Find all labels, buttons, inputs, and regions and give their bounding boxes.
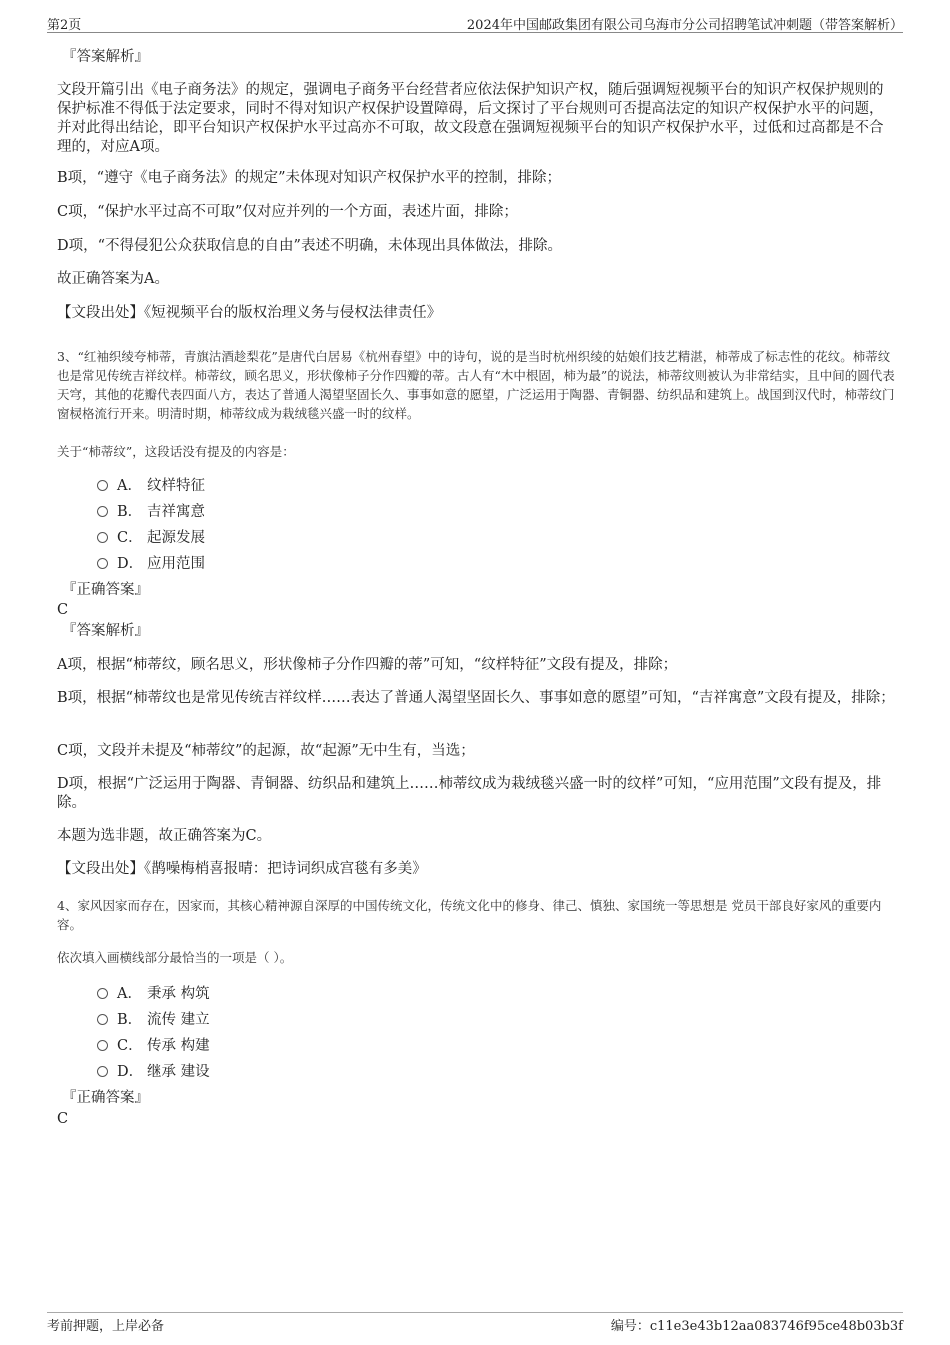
q3-passage: 3、“红袖织绫夸柿蒂，青旗沽酒趁梨花”是唐代白居易《杭州春望》中的诗句，说的是当时杭州织绫的姑娘们技艺精湛，柿蒂成了标志性的花纹。柿蒂纹也是常见传统吉祥纹样。柿蒂纹，顾名思义，形状像柿子分作四瓣的蒂。古人有“木中根固，柿为最”的说法，柿蒂纹则被认为非常结实，且中间的圆代表天穹，其他的花瓣代表四面八方，表达了普通人渴望坚固长久、事事如意的愿望，广泛运用于陶器、青铜器、纺织品和建筑上。战国到汉代时，柿蒂纹门窗棂格流行开来。明清时期，柿蒂纹成为栽绒毯兴盛一时的纹样。 (57, 349, 895, 421)
q4-option-a[interactable]: A． 秉承 构筑 (97, 985, 210, 1004)
q4-option-b[interactable]: B． 流传 建立 (97, 1011, 210, 1030)
document-title: 2024年中国邮政集团有限公司乌海市分公司招聘笔试冲刺题（带答案解析） (466, 18, 903, 33)
analysis-option-b: B项，“遵守《电子商务法》的规定”未体现对知识产权保护水平的控制，排除； (57, 170, 561, 186)
q3-option-b[interactable]: B． 吉祥寓意 (97, 503, 205, 522)
q4-question: 依次填入画横线部分最恰当的一项是（ ）。 (57, 950, 293, 965)
answer-label: 『正确答案』 (62, 1090, 149, 1106)
radio-icon[interactable] (97, 1040, 108, 1051)
page-number: 第2页 (47, 18, 82, 33)
footer-slogan: 考前押题，上岸必备 (47, 1319, 165, 1334)
analysis-option-d: D项，“不得侵犯公众获取信息的自由”表述不明确，未体现出具体做法，排除。 (57, 238, 562, 254)
radio-icon[interactable] (97, 532, 108, 543)
radio-icon[interactable] (97, 558, 108, 569)
answer-value: C (57, 1111, 69, 1127)
radio-icon[interactable] (97, 988, 108, 999)
q3-option-c[interactable]: C． 起源发展 (97, 529, 205, 548)
analysis-label: 『答案解析』 (62, 49, 149, 65)
analysis-option-c: C项，“保护水平过高不可取”仅对应并列的一个方面，表述片面，排除； (57, 204, 518, 220)
radio-icon[interactable] (97, 506, 108, 517)
conclusion: 本题为选非题，故正确答案为C。 (57, 828, 272, 844)
source: 【文段出处】《短视频平台的版权治理义务与侵权法律责任》 (57, 305, 442, 321)
answer-value: C (57, 602, 69, 618)
q4-passage: 4、家风因家而存在，因家而，其核心精神源自深厚的中国传统文化，传统文化中的修身、律己、慎独、家国统一等思想是 党员干部良好家风的重要内容。 (57, 898, 882, 932)
q3-option-a[interactable]: A． 纹样特征 (97, 477, 205, 496)
document-id: 编号：c11e3e43b12aa083746f95ce48b03b3f (610, 1319, 903, 1334)
radio-icon[interactable] (97, 480, 108, 491)
q3-question: 关于“柿蒂纹”，这段话没有提及的内容是： (57, 444, 295, 459)
analysis-paragraph: 文段开篇引出《电子商务法》的规定，强调电子商务平台经营者应依法保护知识产权，随后强调短视频平台的知识产权保护规则的保护标准不得低于法定要求，同时不得对知识产权保护设置障碍，后文探讨了平台规则可否提高法定的知识产权保护水平的问题，并对此得出结论，即平台知识产权保护水平过高亦不可取，故文段意在强调短视频平台的知识产权保护水平，过低和过高都是不合理的，对应A项。 (57, 82, 884, 155)
analysis-option-b: B项，根据“柿蒂纹也是常见传统吉祥纹样……表达了普通人渴望坚固长久、事事如意的愿望”可知，“吉祥寓意”文段有提及，排除； (57, 690, 895, 706)
q4-option-c[interactable]: C． 传承 构建 (97, 1037, 210, 1056)
analysis-option-a: A项，根据“柿蒂纹，顾名思义，形状像柿子分作四瓣的蒂”可知，“纹样特征”文段有提及，排除； (57, 657, 678, 673)
page-header (47, 14, 903, 33)
radio-icon[interactable] (97, 1066, 108, 1077)
analysis-option-c: C项，文段并未提及“柿蒂纹”的起源，故“起源”无中生有，当选； (57, 743, 475, 759)
source: 【文段出处】《鹊噪梅梢喜报晴：把诗词织成宫毯有多美》 (57, 861, 427, 877)
q4-option-d[interactable]: D． 继承 建设 (97, 1063, 210, 1082)
analysis-option-d: D项，根据“广泛运用于陶器、青铜器、纺织品和建筑上……柿蒂纹成为栽绒毯兴盛一时的纹样”可知，“应用范围”文段有提及，排除。 (57, 776, 882, 811)
page-footer (47, 1312, 903, 1333)
answer-label: 『正确答案』 (62, 582, 149, 598)
q3-option-d[interactable]: D． 应用范围 (97, 555, 205, 574)
conclusion: 故正确答案为A。 (57, 271, 169, 287)
analysis-label: 『答案解析』 (62, 623, 149, 639)
radio-icon[interactable] (97, 1014, 108, 1025)
